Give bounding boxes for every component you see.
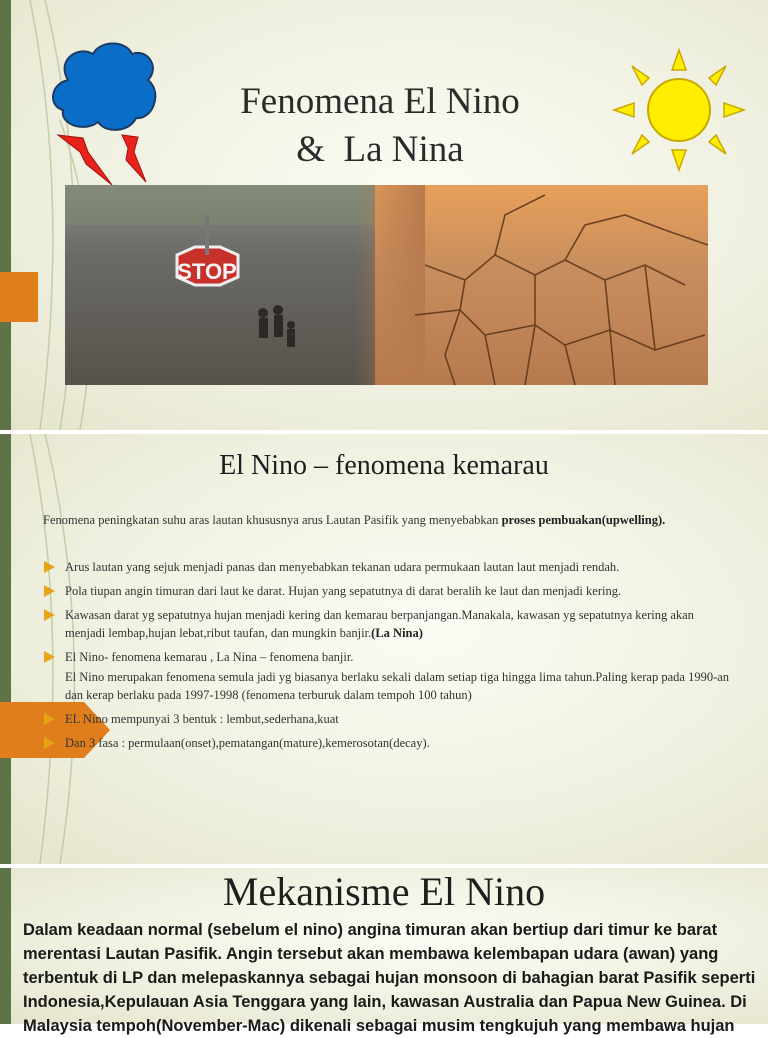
intro-bold: proses pembuakan(upwelling). — [501, 513, 666, 527]
list-item — [44, 606, 734, 642]
bullet-arrow-icon — [44, 737, 55, 749]
list-item — [44, 648, 734, 666]
list-item-text: El Nino- fenomena kemarau , La Nina – fenomena banjir. — [65, 650, 354, 664]
list-item-text: Arus lautan yang sejuk menjadi panas dan menyebabkan tekanan udara permukaan lautan laut menjadi rendah. — [65, 560, 620, 574]
bullet-arrow-icon — [44, 713, 55, 725]
list-item-text: Dan 3 fasa : permulaan(onset),pematangan(mature),kemerosotan(decay). — [65, 736, 430, 750]
slide2-heading: El Nino – fenomena kemarau — [219, 450, 549, 481]
title-line-2: & La Nina — [296, 129, 464, 170]
list-item-text: Kawasan darat yg sepatutnya hujan menjadi kering dan kemarau berpanjangan.Manakala, kawasan yg sepatutnya kering akan menjadi lembap,hujan lebat,ribut taufan, dan mungkin banjir. — [65, 608, 694, 640]
bullet-arrow-icon — [44, 651, 55, 663]
intro-paragraph — [43, 511, 723, 529]
list-item — [44, 710, 734, 728]
list-item — [44, 582, 734, 600]
list-item — [44, 734, 734, 752]
list-item-text: El Nino merupakan fenomena semula jadi yg biasanya berlaku sekali dalam setiap tiga hingga lima tahun.Paling kerap pada 1990-an dan kerap berlaku pada 1997-1998 (fenomena terburuk dalam tempoh 100 tahun) — [65, 670, 730, 702]
bullet-arrow-icon — [44, 585, 55, 597]
slide-1 — [0, 0, 768, 430]
slide-3 — [0, 868, 768, 1035]
stop-sign-text: STOP — [177, 259, 237, 284]
flood-drought-photo — [65, 185, 708, 385]
bullet-arrow-icon — [44, 609, 55, 621]
title-line-1: Fenomena El Nino — [240, 81, 520, 122]
orange-tab — [0, 272, 38, 322]
storm-cloud-icon — [48, 40, 163, 185]
list-item — [44, 668, 734, 704]
slide-2 — [0, 434, 768, 864]
list-item-text: Pola tiupan angin timuran dari laut ke darat. Hujan yang sepatutnya di darat beralih ke laut dan menjadi kering. — [65, 584, 622, 598]
sun-icon — [612, 48, 746, 172]
list-item — [44, 558, 734, 576]
slide3-paragraph: Dalam keadaan normal (sebelum el nino) angina timuran akan bertiup dari timur ke barat merentasi Lautan Pasifik. Angin tersebut akan membawa kelembapan udara (awan) yang terbentuk di LP dan melepaskannya sebagai hujan monsoon di bahagian barat Pasifik seperti Indonesia,Kepulauan Asia Tenggara yang lain, kawasan Australia dan Papua New Guinea. Di Malaysia tempoh(November-Mac) dikenali sebagai musim tengkujuh yang membawa hujan — [23, 921, 756, 1035]
list-item-bold: (La Nina) — [371, 626, 423, 640]
slide3-heading: Mekanisme El Nino — [222, 869, 546, 914]
bullet-arrow-icon — [44, 561, 55, 573]
slide-title — [160, 78, 600, 174]
bullet-list — [44, 558, 734, 758]
intro-text: Fenomena peningkatan suhu aras lautan khususnya arus Lautan Pasifik yang menyebabkan — [43, 513, 502, 527]
list-item-text: EL Nino mempunyai 3 bentuk : lembut,sederhana,kuat — [65, 712, 339, 726]
